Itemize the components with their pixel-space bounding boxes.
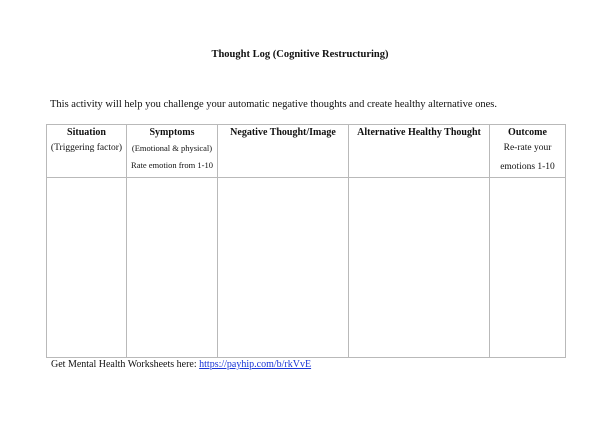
column-header-negative-thought <box>218 125 349 178</box>
column-heading: Symptoms <box>149 127 195 138</box>
worksheets-link[interactable]: https://payhip.com/b/rkVvE <box>199 359 312 370</box>
column-subtext: (Triggering factor) <box>50 143 123 153</box>
document-title: Thought Log (Cognitive Restructuring) <box>211 49 389 60</box>
column-header-outcome <box>490 125 566 178</box>
cell-outcome[interactable] <box>490 178 566 358</box>
column-heading: Alternative Healthy Thought <box>357 127 481 138</box>
cell-alternative-thought[interactable] <box>349 178 490 358</box>
footer <box>51 359 311 370</box>
column-subtext: (Emotional & physical) <box>131 143 213 153</box>
column-heading: Outcome <box>508 127 547 138</box>
column-heading: Negative Thought/Image <box>230 127 336 138</box>
column-header-symptoms <box>127 125 218 178</box>
column-header-situation <box>47 125 127 178</box>
table-header-row <box>47 125 566 178</box>
footer-text: Get Mental Health Worksheets here: <box>51 359 200 370</box>
cell-negative-thought[interactable] <box>218 178 349 358</box>
column-header-alternative-thought <box>349 125 490 178</box>
table-row <box>47 178 566 358</box>
column-subtext: emotions 1-10 <box>500 162 555 172</box>
column-heading: Situation <box>67 127 106 138</box>
cell-symptoms[interactable] <box>127 178 218 358</box>
thought-log-table <box>46 124 566 358</box>
cell-situation[interactable] <box>47 178 127 358</box>
column-subtext: Rate emotion from 1-10 <box>131 160 213 170</box>
column-subtext: Re-rate your <box>503 143 552 153</box>
intro-text: This activity will help you challenge your automatic negative thoughts and create healthy alternative ones. <box>50 99 497 110</box>
